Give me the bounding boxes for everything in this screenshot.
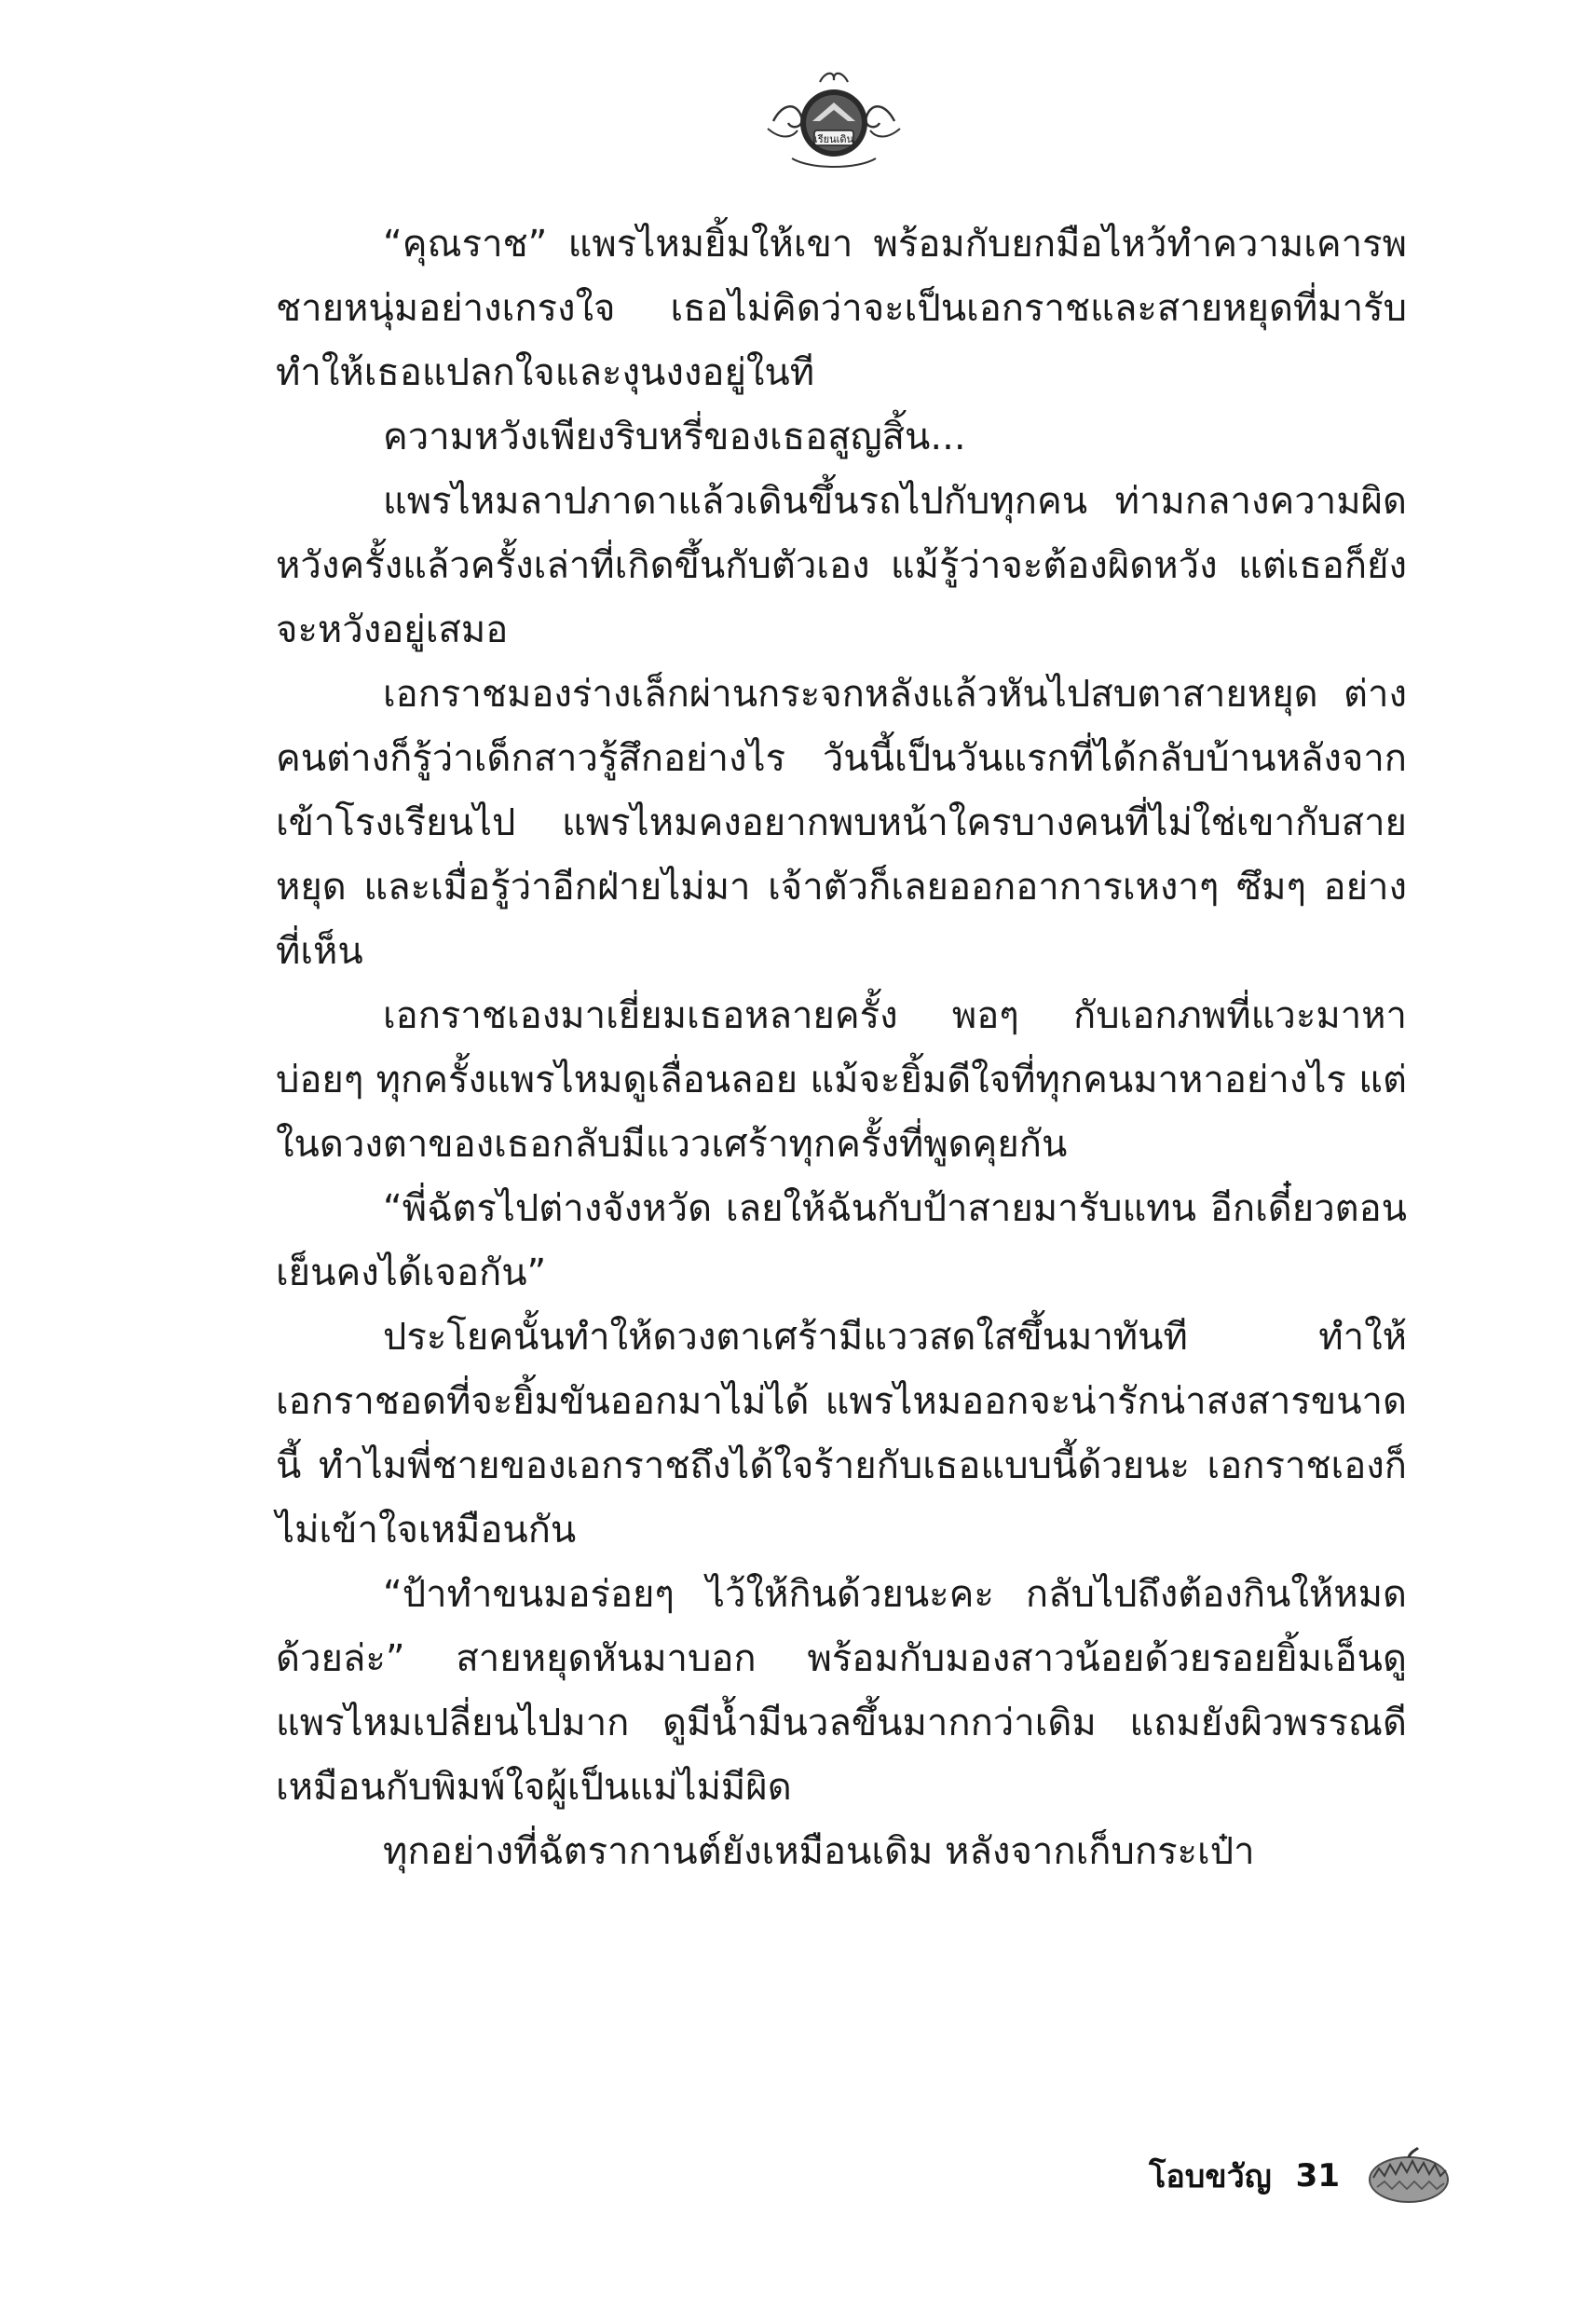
durian-icon xyxy=(1364,2146,1453,2206)
page-number: 31 xyxy=(1295,2157,1340,2195)
paragraph: แพรไหมลาปภาดาแล้วเดินขึ้นรถไปกับทุกคน ท่ามกลางความผิดหวังครั้งแล้วครั้งเล่าที่เกิดขึ้นกับตัวเอง แม้รู้ว่าจะต้องผิดหวัง แต่เธอก็ยังจะหวังอยู่เสมอ xyxy=(276,480,1407,651)
logo-text: เรียนเดิน xyxy=(813,133,854,145)
book-title: โอบขวัญ xyxy=(1149,2158,1272,2195)
paragraph: เอกราชเองมาเยี่ยมเธอหลายครั้ง พอๆ กับเอกภพที่แวะมาหาบ่อยๆ ทุกครั้งแพรไหมดูเลื่อนลอย แม้จะยิ้มดีใจที่ทุกคนมาหาอย่างไร แต่ในดวงตาของเธอกลับมีแววเศร้าทุกครั้งที่พูดคุยกัน xyxy=(276,994,1407,1166)
paragraph: “คุณราช” แพรไหมยิ้มให้เขา พร้อมกับยกมือไหว้ทำความเคารพชายหนุ่มอย่างเกรงใจ เธอไม่คิดว่าจะเป็นเอกราชและสายหยุดที่มารับ ทำให้เธอแปลกใจและงุนงงอยู่ในที xyxy=(276,223,1407,394)
page-footer xyxy=(1062,2134,1453,2218)
paragraph: “ป้าทำขนมอร่อยๆ ไว้ให้กินด้วยนะคะ กลับไปถึงต้องกินให้หมดด้วยล่ะ” สายหยุดหันมาบอก พร้อมกับมองสาวน้อยด้วยรอยยิ้มเอ็นดู แพรไหมเปลี่ยนไปมาก ดูมีน้ำมีนวลขึ้นมากกว่าเดิม แถมยังผิวพรรณดีเหมือนกับพิมพ์ใจผู้เป็นแม่ไม่มีผิด xyxy=(276,1573,1407,1809)
paragraph: เอกราชมองร่างเล็กผ่านกระจกหลังแล้วหันไปสบตาสายหยุด ต่างคนต่างก็รู้ว่าเด็กสาวรู้สึกอย่างไร วันนี้เป็นวันแรกที่ได้กลับบ้านหลังจากเข้าโรงเรียนไป แพรไหมคงอยากพบหน้าใครบางคนที่ไม่ใช่เขากับสายหยุด และเมื่อรู้ว่าอีกฝ่ายไม่มา เจ้าตัวก็เลยออกอาการเหงาๆ ซึมๆ อย่างที่เห็น xyxy=(276,673,1407,973)
ornate-emblem-logo xyxy=(764,65,904,177)
story-text xyxy=(276,212,1407,1884)
paragraph: ทุกอย่างที่ฉัตรากานต์ยังเหมือนเดิม หลังจากเก็บกระเป๋า xyxy=(383,1830,1255,1873)
paragraph: ความหวังเพียงริบหรี่ของเธอสูญสิ้น... xyxy=(383,416,966,458)
paragraph: “พี่ฉัตรไปต่างจังหวัด เลยให้ฉันกับป้าสายมารับแทน อีกเดี๋ยวตอนเย็นคงได้เจอกัน” xyxy=(276,1187,1407,1294)
paragraph: ประโยคนั้นทำให้ดวงตาเศร้ามีแววสดใสขึ้นมาทันที ทำให้เอกราชอดที่จะยิ้มขันออกมาไม่ได้ แพรไหมออกจะน่ารักน่าสงสารขนาดนี้ ทำไมพี่ชายของเอกราชถึงได้ใจร้ายกับเธอแบบนี้ด้วยนะ เอกราชเองก็ไม่เข้าใจเหมือนกัน xyxy=(276,1316,1407,1552)
